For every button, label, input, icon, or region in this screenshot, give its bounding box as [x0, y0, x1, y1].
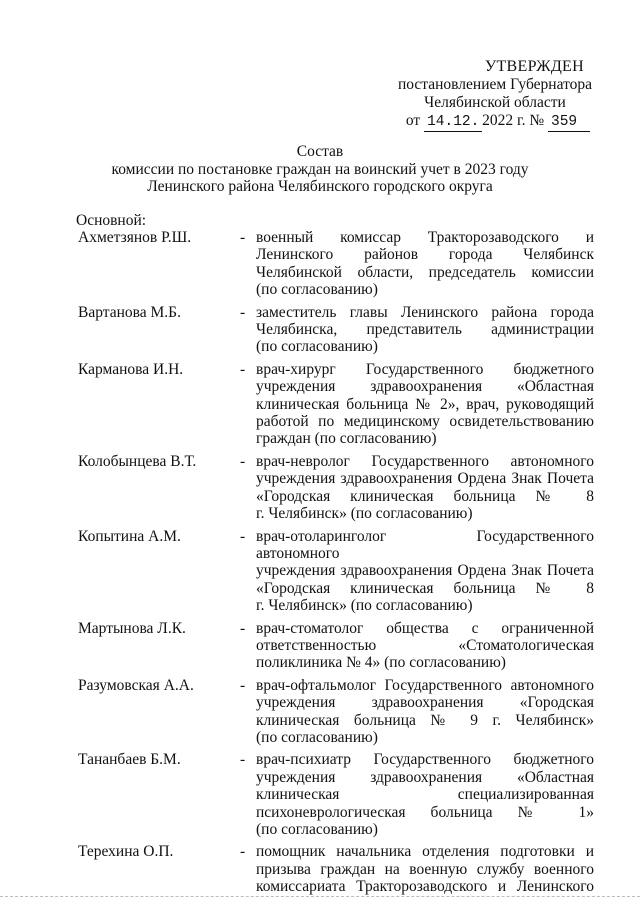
approval-date: 14.12. — [424, 113, 482, 132]
member-description-line: Челябинской области, председатель комиссии — [256, 263, 594, 281]
member-description-line: (по согласованию) — [256, 728, 378, 746]
member-entry — [0, 453, 640, 523]
member-description-line: комиссариата Тракторозаводского и Ленинского — [256, 878, 594, 896]
member-entry — [0, 361, 640, 448]
composition-line-2: Ленинского района Челябинского городского округа — [147, 178, 493, 195]
member-description-line: врач-невролог Государственного автономного — [256, 452, 594, 470]
member-description-line: г. Челябинск» (по согласованию) — [256, 505, 473, 523]
member-description-line: (по согласованию) — [256, 338, 378, 356]
member-description-line: ответственностью «Стоматологическая — [256, 636, 594, 654]
member-description-line: врач-отоларинголог Государственного автономного — [256, 527, 594, 562]
member-dash: - — [240, 619, 246, 637]
approval-line-2: Челябинской области — [424, 94, 566, 111]
member-name: Терехина О.П. — [78, 843, 174, 861]
member-description-line: врач-хирург Государственного бюджетного — [256, 360, 594, 378]
member-name: Тананбаев Б.М. — [78, 751, 181, 769]
member-entry — [0, 843, 640, 895]
member-name: Мартынова Л.К. — [78, 619, 186, 637]
member-description-line: г. Челябинск» (по согласованию) — [256, 597, 473, 615]
member-dash: - — [240, 360, 246, 378]
member-description-line: «Городская клиническая больница № 8 — [256, 579, 594, 597]
member-description-line: поликлиника № 4» (по согласованию) — [256, 654, 506, 672]
member-dash: - — [240, 676, 246, 694]
member-description-line: работой по медицинскому освидетельствованию — [256, 413, 594, 431]
member-description-line: клиническая специализированная — [256, 786, 594, 804]
approval-block — [380, 58, 610, 132]
approval-line-1: постановлением Губернатора — [397, 76, 593, 93]
member-description-line: Челябинска, представитель администрации — [256, 321, 594, 339]
member-description-line: учреждения здравоохранения «Городская — [256, 694, 594, 712]
member-name: Колобынцева В.Т. — [78, 452, 197, 470]
member-description-line: клиническая больница № 2», врач, руководящий — [256, 395, 594, 413]
composition-line-1: комиссии по постановке граждан на воинский учет в 2023 году — [111, 160, 529, 178]
approval-title: УТВЕРЖДЕН — [484, 58, 584, 75]
member-dash: - — [240, 751, 246, 769]
member-description-line: «Городская клиническая больница № 8 — [256, 487, 594, 505]
member-description-line: клиническая больница № 9 г. Челябинск» — [256, 711, 594, 729]
member-description-line: учреждения здравоохранения «Областная — [256, 378, 594, 396]
member-description-line: (по согласованию) — [256, 821, 378, 838]
member-description-line: (по согласованию) — [256, 281, 378, 299]
member-dash: - — [240, 229, 246, 246]
member-description — [256, 677, 594, 747]
member-description-line: Ленинского районов города Челябинск — [256, 246, 594, 264]
member-description — [256, 304, 594, 356]
member-entry — [0, 620, 640, 672]
member-entry — [0, 229, 640, 299]
member-description — [256, 453, 594, 523]
member-name: Ахметзянов Р.Ш. — [78, 229, 192, 246]
member-description — [256, 361, 594, 448]
composition-title: Состав — [296, 143, 344, 160]
date-prefix: от — [405, 112, 421, 129]
member-description-line: учреждения здравоохранения Ордена Знак Почета — [256, 562, 594, 580]
member-description-line: учреждения здравоохранения Ордена Знак Почета — [256, 470, 594, 488]
member-description — [256, 843, 594, 895]
member-description — [256, 229, 594, 299]
member-name: Разумовская А.А. — [78, 676, 194, 694]
member-description-line: врач-психиатр Государственного бюджетного — [256, 751, 594, 769]
member-entry — [0, 528, 640, 615]
member-name: Копытина А.М. — [78, 527, 181, 545]
member-description-line: заместитель главы Ленинского района города — [256, 303, 594, 321]
member-dash: - — [240, 452, 246, 470]
member-entry — [0, 677, 640, 747]
member-name: Карманова И.Н. — [78, 360, 184, 378]
member-description-line: учреждения здравоохранения «Областная — [256, 768, 594, 786]
member-description-line: врач-офтальмолог Государственного автономного — [256, 676, 594, 694]
member-entry — [0, 751, 640, 838]
page-bottom-divider — [0, 896, 640, 897]
member-dash: - — [240, 843, 246, 861]
member-entry — [0, 304, 640, 356]
approval-number: 359 — [548, 113, 590, 132]
member-description-line: военный комиссар Тракторозаводского и — [256, 229, 594, 246]
section-label: Основной: — [76, 212, 147, 229]
member-name: Вартанова М.Б. — [78, 303, 181, 321]
member-description-line: помощник начальника отделения подготовки и — [256, 843, 594, 861]
member-description-line: врач-стоматолог общества с ограниченной — [256, 619, 594, 637]
member-description-line: призыва граждан на военную службу военного — [256, 860, 594, 878]
member-description-line: психоневрологическая больница № 1» — [256, 803, 594, 821]
members-list — [0, 229, 640, 896]
member-description-line: граждан (по согласованию) — [256, 430, 437, 448]
member-description — [256, 620, 594, 672]
member-description — [256, 751, 594, 838]
approval-date-line — [380, 112, 610, 132]
year-suffix: 2022 г. № — [482, 112, 545, 129]
member-dash: - — [240, 303, 246, 321]
member-dash: - — [240, 527, 246, 545]
composition-heading — [60, 143, 580, 196]
member-description — [256, 528, 594, 615]
